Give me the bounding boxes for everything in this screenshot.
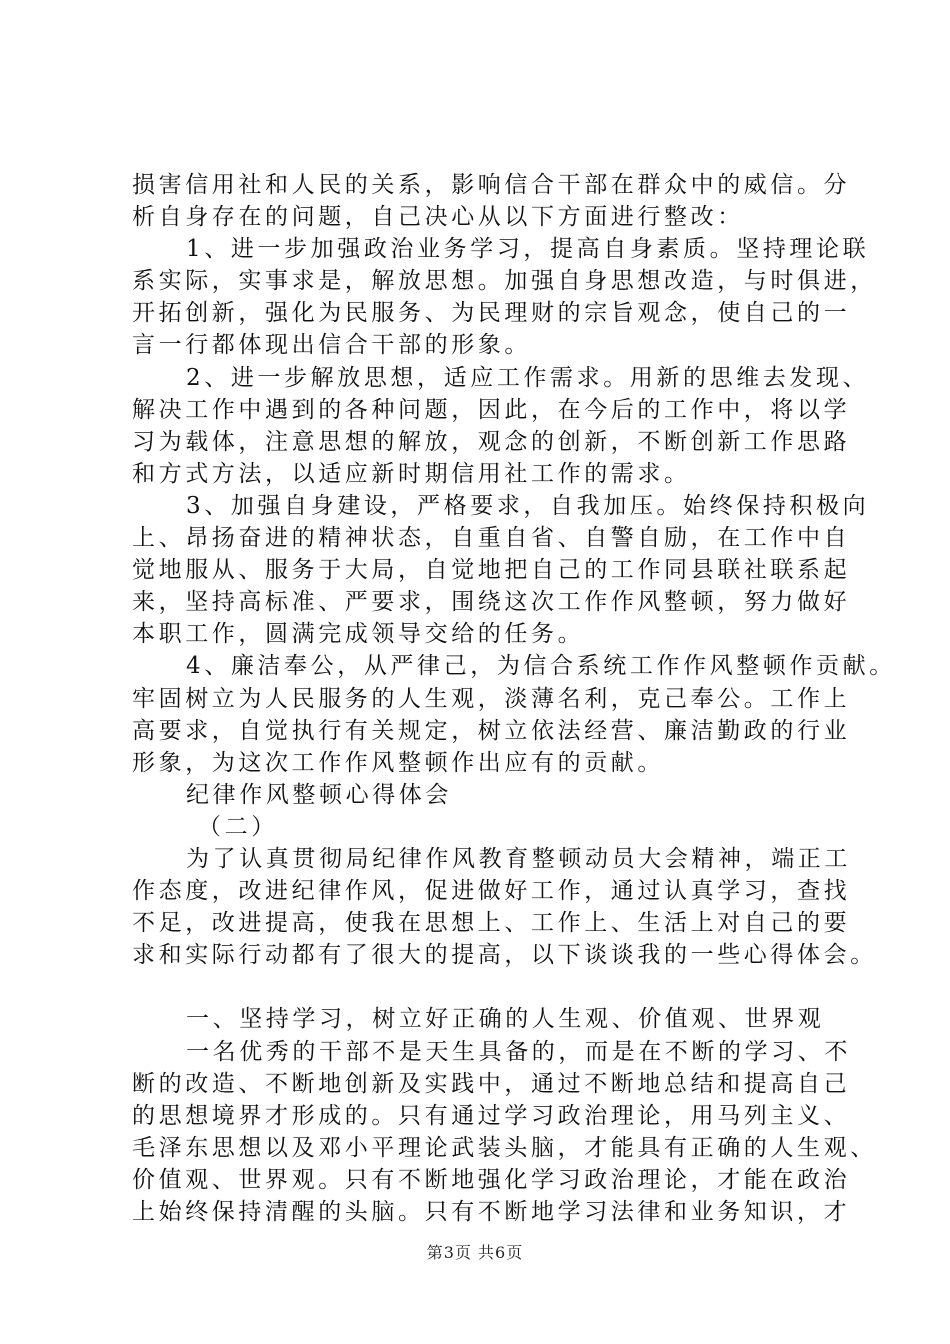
text-line: 和方式方法，以适应新时期信用社工作的需求。 [132,460,691,487]
blank-line [132,971,844,1003]
text-line: 断的改造、不断地创新及实践中，通过不断地总结和提高自己 [132,1070,851,1097]
text-line: 的思想境界才形成的。只有通过学习政治理论，用马列主义、 [132,1102,851,1129]
text-line: 上始终保持清醒的头脑。只有不断地学习法律和业务知识，才 [132,1199,851,1225]
text-line: 损害信用社和人民的关系，影响信合干部在群众中的威信。分 [132,172,851,198]
text-line: 上、昂扬奋进的精神状态，自重自省、自警自励，在工作中自 [132,525,851,552]
text-line: 为了认真贯彻局纪律作风教育整顿动员大会精神，端正工 [186,845,851,872]
text-line: 纪律作风整顿心得体会 [186,781,452,808]
text-line: 4、廉洁奉公，从严律己，为信合系统工作作风整顿作贡献。 [186,653,896,680]
text-line: 不足，改进提高，使我在思想上、工作上、生活上对自己的要 [132,910,851,937]
text-line: 言一行都体现出信合干部的形象。 [132,332,531,359]
text-line: 习为载体，注意思想的解放，观念的创新，不断创新工作思路 [132,428,851,455]
text-line: 一名优秀的干部不是天生具备的，而是在不断的学习、不 [186,1038,851,1065]
text-line: 形象，为这次工作作风整顿作出应有的贡献。 [132,749,664,776]
text-line: 1、进一步加强政治业务学习，提高自身素质。坚持理论联 [186,236,870,263]
text-line: 3、加强自身建设，严格要求，自我加压。始终保持积极向 [186,492,870,519]
page-footer: 第3页 共6页 [426,1243,524,1262]
text-line: 毛泽东思想以及邓小平理论武装头脑，才能具有正确的人生观、 [132,1134,877,1161]
text-line: （二） [198,813,278,840]
text-line: 来，坚持高标准、严要求，围绕这次工作作风整顿，努力做好 [132,589,851,616]
text-line: 2、进一步解放思想，适应工作需求。用新的思维去发现、 [186,364,870,391]
text-line: 求和实际行动都有了很大的提高，以下谈谈我的一些心得体会。 [132,942,877,969]
text-line: 本职工作，圆满完成领导交给的任务。 [132,621,585,648]
document-body [132,169,896,1228]
text-line: 觉地服从、服务于大局，自觉地把自己的工作同县联社联系起 [132,557,851,584]
text-line: 开拓创新，强化为民服务、为民理财的宗旨观念，使自己的一 [132,300,851,327]
text-line: 析自身存在的问题，自己决心从以下方面进行整改： [132,204,744,231]
text-line: 牢固树立为人民服务的人生观，淡薄名利，克己奉公。工作上 [132,685,851,712]
text-line: 作态度，改进纪律作风，促进做好工作，通过认真学习，查找 [132,878,851,905]
text-line: 价值观、世界观。只有不断地强化学习政治理论，才能在政治 [132,1166,851,1193]
text-line: 系实际，实事求是，解放思想。加强自身思想改造，与时俱进， [132,268,877,295]
text-line: 一、坚持学习，树立好正确的人生观、价值观、世界观 [186,1006,825,1033]
text-line: 解决工作中遇到的各种问题，因此，在今后的工作中，将以学 [132,396,851,423]
text-line: 高要求，自觉执行有关规定，树立依法经营、廉洁勤政的行业 [132,717,851,744]
